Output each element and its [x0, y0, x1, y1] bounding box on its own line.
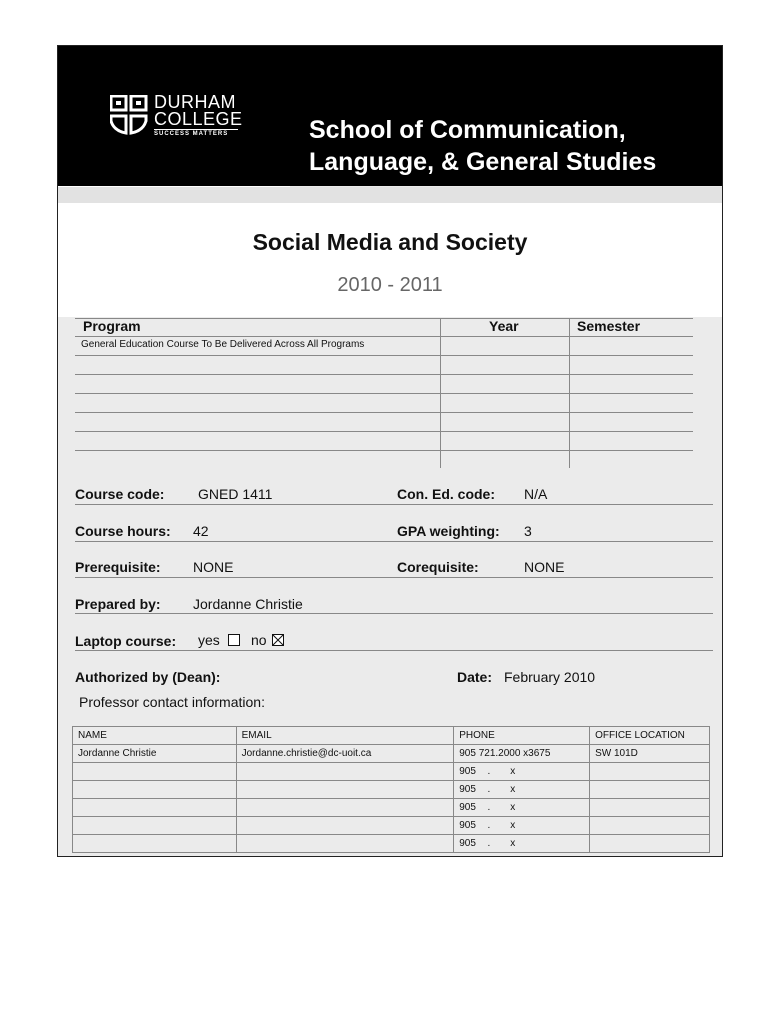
- name-header: NAME: [73, 727, 237, 745]
- course-title: Social Media and Society: [252, 229, 528, 255]
- table-row: [73, 781, 710, 799]
- email-cell: [236, 835, 454, 853]
- year-header: Year: [489, 318, 519, 334]
- email-cell: [236, 817, 454, 835]
- school-line1: School of Communication,: [309, 116, 626, 144]
- logo-tagline: SUCCESS MATTERS: [154, 131, 229, 137]
- phone-cell: [454, 817, 590, 835]
- program-header: Program: [83, 318, 141, 334]
- phone-prefix: 905: [459, 802, 476, 813]
- phone-ext: x: [510, 784, 516, 795]
- table-row: [73, 745, 710, 763]
- logo-line1: DURHAM: [154, 92, 236, 112]
- con-ed-value: N/A: [524, 486, 548, 502]
- phone-cell: [454, 763, 590, 781]
- hours-value: 42: [193, 523, 209, 539]
- field-rule: [75, 650, 713, 651]
- phone-ext: x: [510, 766, 516, 777]
- office-cell: SW 101D: [590, 745, 710, 763]
- logo-line2: COLLEGE: [154, 109, 243, 129]
- course-outline-form: [57, 45, 723, 857]
- shield-logo-icon: [110, 95, 148, 135]
- prepared-by-label: Prepared by:: [75, 596, 161, 612]
- table-rule: [75, 450, 693, 451]
- laptop-yes-label: yes: [198, 632, 220, 648]
- table-divider: [569, 318, 570, 468]
- gpa-label: GPA weighting:: [397, 523, 500, 539]
- field-rule: [75, 504, 713, 505]
- prerequisite-label: Prerequisite:: [75, 559, 161, 575]
- phone-prefix: 905: [459, 784, 476, 795]
- name-cell: Jordanne Christie: [73, 745, 237, 763]
- table-row: [73, 835, 710, 853]
- laptop-course-label: Laptop course:: [75, 633, 177, 649]
- hours-label: Course hours:: [75, 523, 171, 539]
- date-value: February 2010: [504, 669, 596, 685]
- program-cell: General Education Course To Be Delivered Across All Programs: [81, 339, 365, 350]
- corequisite-label: Corequisite:: [397, 559, 479, 575]
- table-row: [73, 763, 710, 781]
- email-cell: [236, 799, 454, 817]
- table-rule: [75, 412, 693, 413]
- name-cell: [73, 763, 237, 781]
- email-header: EMAIL: [236, 727, 454, 745]
- contact-table: [72, 726, 710, 853]
- course-code-label: Course code:: [75, 486, 165, 502]
- phone-ext: x: [510, 820, 516, 831]
- gpa-value: 3: [524, 523, 532, 539]
- office-cell: [590, 817, 710, 835]
- semester-header: Semester: [577, 318, 641, 334]
- table-row: [73, 817, 710, 835]
- field-rule: [75, 577, 713, 578]
- corequisite-value: NONE: [524, 559, 565, 575]
- office-header: OFFICE LOCATION: [590, 727, 710, 745]
- checkbox-x-icon: [273, 635, 283, 645]
- table-rule: [75, 393, 693, 394]
- table-rule: [75, 374, 693, 375]
- phone-ext: x: [510, 802, 516, 813]
- office-cell: [590, 763, 710, 781]
- phone-header: PHONE: [454, 727, 590, 745]
- school-line2: Language, & General Studies: [309, 148, 657, 176]
- table-row: [73, 799, 710, 817]
- phone-dot: .: [487, 820, 491, 831]
- phone-cell: [454, 781, 590, 799]
- table-divider: [440, 318, 441, 468]
- name-cell: [73, 781, 237, 799]
- phone-prefix: 905: [459, 766, 476, 777]
- authorized-by-label: Authorized by (Dean):: [75, 669, 221, 685]
- phone-cell: [454, 835, 590, 853]
- header-banner: [58, 46, 722, 186]
- phone-dot: .: [487, 766, 491, 777]
- prepared-by-value: Jordanne Christie: [193, 596, 303, 612]
- email-cell: [236, 763, 454, 781]
- academic-year: 2010 - 2011: [337, 274, 443, 296]
- email-cell: Jordanne.christie@dc-uoit.ca: [236, 745, 454, 763]
- laptop-yes-checkbox[interactable]: [228, 634, 240, 646]
- field-rule: [75, 541, 713, 542]
- phone-cell: [454, 799, 590, 817]
- header-strip: [58, 187, 722, 203]
- office-cell: [590, 799, 710, 817]
- office-cell: [590, 781, 710, 799]
- phone-dot: .: [487, 802, 491, 813]
- school-name: [309, 114, 656, 178]
- con-ed-label: Con. Ed. code:: [397, 486, 495, 502]
- contact-heading: Professor contact information:: [79, 694, 265, 710]
- field-rule: [75, 613, 713, 614]
- phone-ext: x: [510, 838, 516, 849]
- phone-dot: .: [487, 838, 491, 849]
- phone-dot: .: [487, 784, 491, 795]
- office-cell: [590, 835, 710, 853]
- table-rule: [75, 431, 693, 432]
- phone-prefix: 905: [459, 838, 476, 849]
- date-label: Date:: [457, 669, 493, 685]
- table-rule: [75, 336, 693, 337]
- laptop-no-label: no: [251, 632, 267, 648]
- name-cell: [73, 799, 237, 817]
- phone-cell: 905 721.2000 x3675: [454, 745, 590, 763]
- title-band: [58, 203, 722, 317]
- name-cell: [73, 817, 237, 835]
- name-cell: [73, 835, 237, 853]
- table-header-row: [73, 727, 710, 745]
- table-rule: [75, 355, 693, 356]
- phone-prefix: 905: [459, 820, 476, 831]
- logo-rule: [154, 129, 238, 130]
- prerequisite-value: NONE: [193, 559, 234, 575]
- laptop-no-checkbox[interactable]: [272, 634, 284, 646]
- email-cell: [236, 781, 454, 799]
- course-code-value: GNED 1411: [198, 486, 273, 502]
